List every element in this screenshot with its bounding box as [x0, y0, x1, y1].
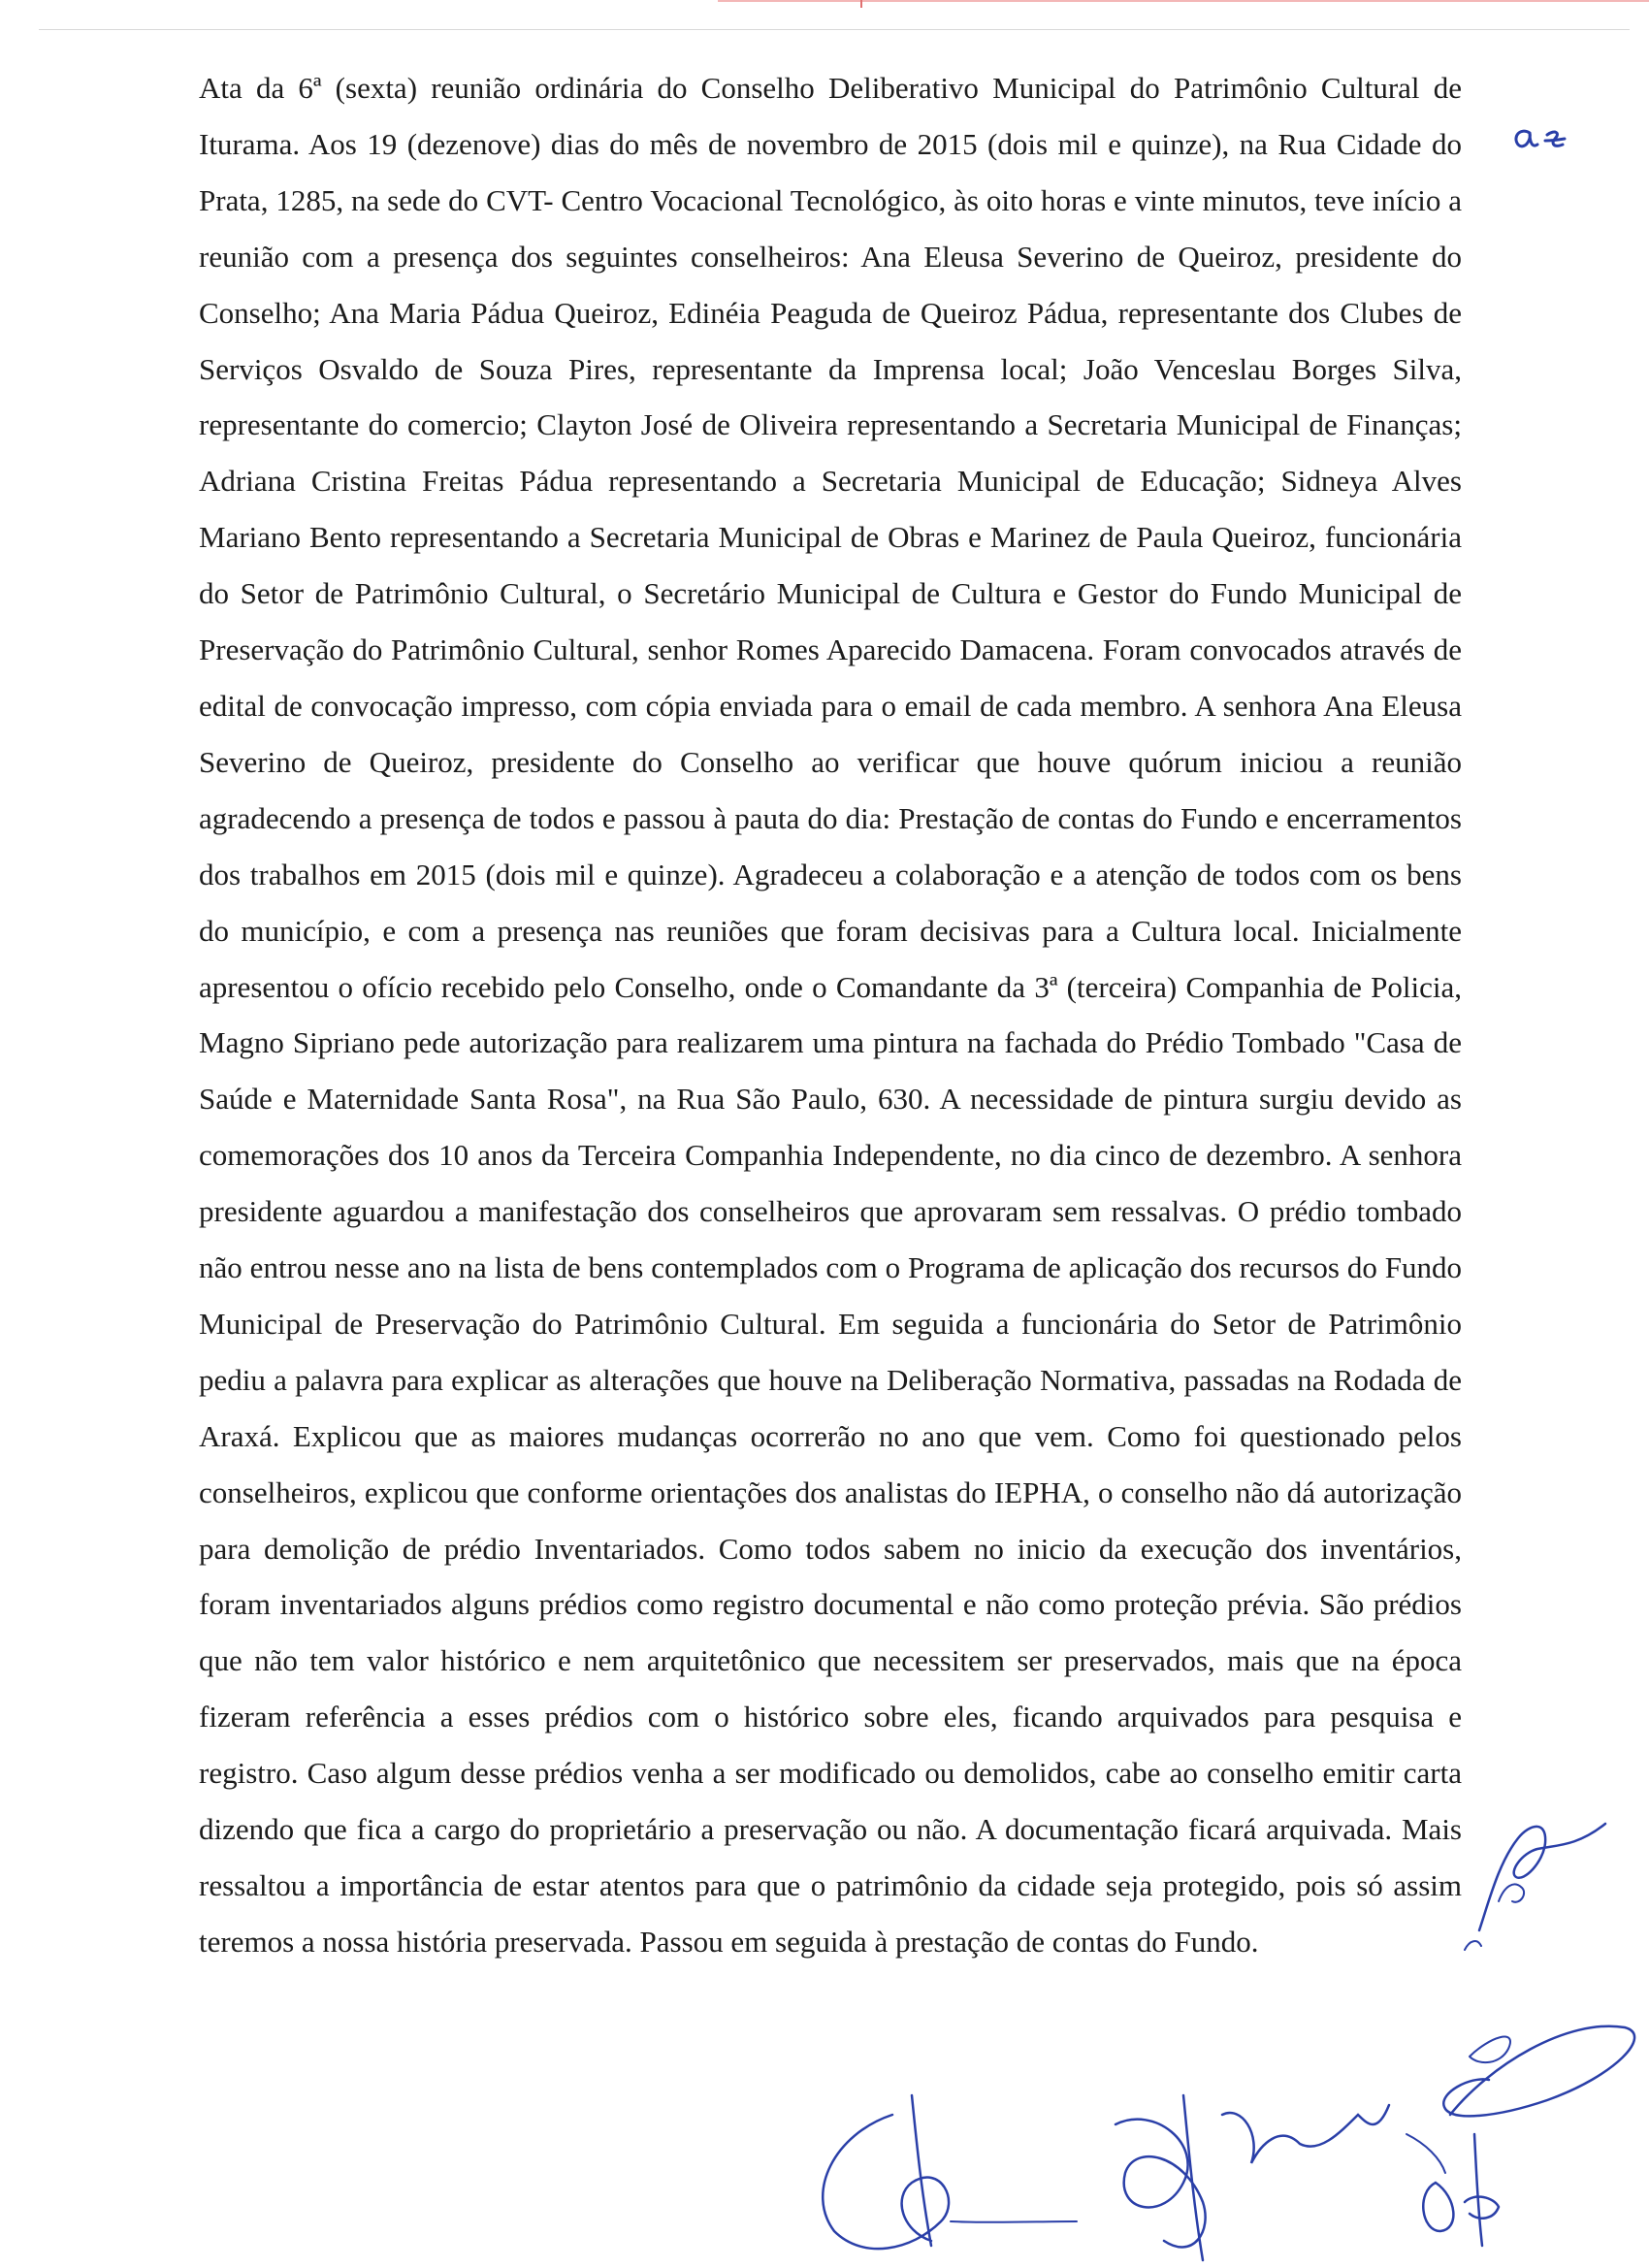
top-red-rule [718, 0, 1649, 2]
minutes-paragraph: Ata da 6ª (sexta) reunião ordinária do Conselho Deliberativo Municipal do Patrimônio Cultural de Iturama. Aos 19 (dezenove) dias do mês de novembro de 2015 (dois mil e quinze), na Rua Cidade do Prata, 1285, na sede do CVT- Centro Vocacional Tecnológico, às oito horas e vinte minutos, teve início a reunião com a presença dos seguintes conselheiros: Ana Eleusa Severino de Queiroz, presidente do Conselho; Ana Maria Pádua Queiroz, Edinéia Peaguda de Queiroz Pádua, representante dos Clubes de Serviços Osvaldo de Souza Pires, representante da Imprensa local; João Venceslau Borges Silva, representante do comercio; Clayton José de Oliveira representando a Secretaria Municipal de Finanças; Adriana Cristina Freitas Pádua representando a Secretaria Municipal de Educação; Sidneya Alves Mariano Bento representando a Secretaria Municipal de Obras e Marinez de Paula Queiroz, funcionária do Setor de Patrimônio Cultural, o Secretário Municipal de Cultura e Gestor do Fundo Municipal de Preservação do Patrimônio Cultural, senhor Romes Aparecido Damacena. Foram convocados através de edital de convocação impresso, com cópia enviada para o email de cada membro. A senhora Ana Eleusa Severino de Queiroz, presidente do Conselho ao verificar que houve quórum iniciou a reunião agradecendo a presença de todos e passou à pauta do dia: Prestação de contas do Fundo e encerramentos dos trabalhos em 2015 (dois mil e quinze). Agradeceu a colaboração e a atenção de todos com os bens do município, e com a presença nas reuniões que foram decisivas para a Cultura local. Inicialmente apresentou o ofício recebido pelo Conselho, onde o Comandante da 3ª (terceira) Companhia de Policia, Magno Sipriano pede autorização para realizarem uma pintura na fachada do Prédio Tombado "Casa de Saúde e Maternidade Santa Rosa", na Rua São Paulo, 630. A necessidade de pintura surgiu devido as comemorações dos 10 anos da Terceira Companhia Independente, no dia cinco de dezembro. A senhora presidente aguardou a manifestação dos conselheiros que aprovaram sem ressalvas. O prédio tombado não entrou nesse ano na lista de bens contemplados com o Programa de aplicação dos recursos do Fundo Municipal de Preservação do Patrimônio Cultural. Em seguida a funcionária do Setor de Patrimônio pediu a palavra para explicar as alterações que houve na Deliberação Normativa, passadas na Rodada de Araxá. Explicou que as maiores mudanças ocorrerão no ano que vem. Como foi questionado pelos conselheiros, explicou que conforme orientações dos analistas do IEPHA, o conselho não dá autorização para demolição de prédio Inventariados. Como todos sabem no inicio da execução dos inventários, foram inventariados alguns prédios como registro documental e não como proteção prévia. São prédios que não tem valor histórico e nem arquitetônico que necessitem ser preservados, mais que na época fizeram referência a esses prédios com o histórico sobre eles, ficando arquivados para pesquisa e registro. Caso algum desse prédios venha a ser modificado ou demolidos, cabe ao conselho emitir carta dizendo que fica a cargo do proprietário a preservação ou não. A documentação ficará arquivada. Mais ressaltou a importância de estar atentos para que o patrimônio da cidade seja protegido, pois só assim teremos a nossa história preservada. Passou em seguida à prestação de contas do Fundo. [199, 71, 1462, 1959]
margin-initials [1508, 112, 1576, 160]
red-tick-mark [860, 0, 862, 8]
margin-signature [1460, 1785, 1625, 1960]
bottom-signatures [795, 2076, 1533, 2268]
minutes-body [199, 60, 1462, 1970]
top-rule [39, 29, 1630, 30]
